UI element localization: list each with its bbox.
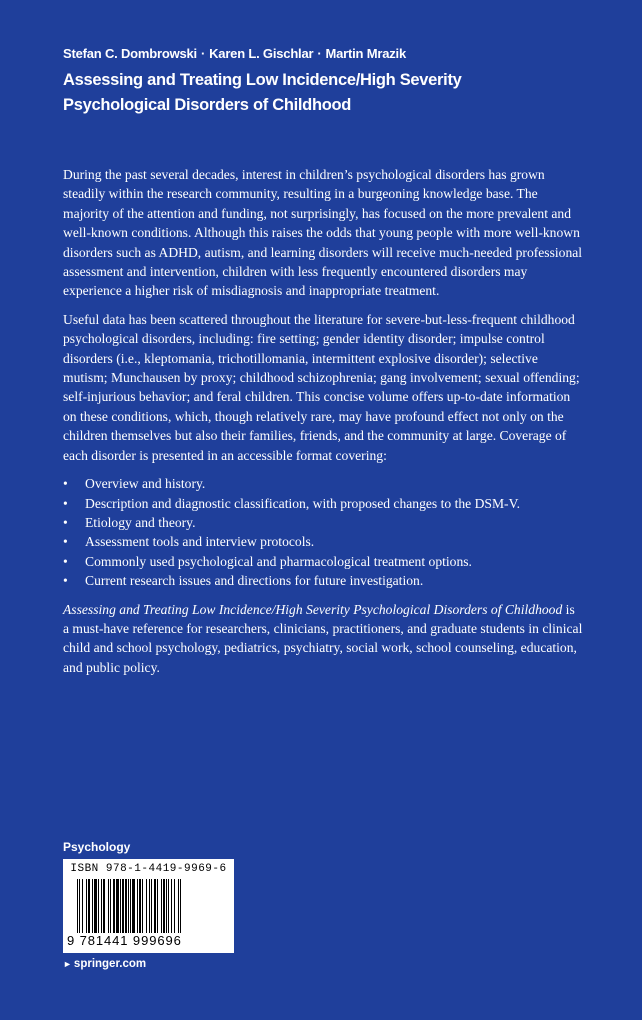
barcode-bar [151, 879, 152, 933]
barcode-bar [171, 879, 172, 933]
barcode-bar [101, 879, 102, 933]
arrow-right-icon: ► [63, 959, 72, 969]
barcode-bar [125, 879, 127, 933]
author-list [63, 46, 583, 61]
barcode-bar [86, 879, 87, 933]
list-item-text: Overview and history. [85, 476, 206, 492]
blurb-paragraph: During the past several decades, interest in children’s psychological disorders has grown steadily within the research community, resulting in a burgeoning knowledge base. The majority of the attention and funding, not surprisingly, has focused on the more prevalent and well-known conditions. Although this raises the odds that young people with more well-known disorders such as ADHD, autism, and learning disorders will receive much-needed professional assessment and intervention, children with less frequently encountered disorders may experience a higher risk of misdiagnosis and inappropriate treatment. [63, 167, 583, 299]
closing-paragraph [63, 600, 583, 678]
author-separator: · [200, 46, 206, 61]
barcode-bar [94, 879, 97, 933]
book-title-italic: Assessing and Treating Low Incidence/High Severity Psychological Disorders of Childhood [63, 601, 563, 617]
bullet-icon: • [63, 534, 68, 550]
barcode-bar [166, 879, 167, 933]
title-line: Assessing and Treating Low Incidence/High Severity [63, 71, 462, 89]
bullet-icon: • [63, 514, 68, 530]
barcode-bar [79, 879, 80, 933]
website-text: springer.com [73, 958, 147, 970]
barcode-bar [157, 879, 158, 933]
list-item [63, 552, 583, 571]
list-item [63, 532, 583, 551]
publisher-website[interactable] [63, 958, 146, 970]
barcode-bar [137, 879, 138, 933]
barcode-bar [128, 879, 129, 933]
list-item-text: Assessment tools and interview protocols. [85, 534, 315, 550]
barcode-bar [98, 879, 99, 933]
bullet-icon: • [63, 553, 68, 569]
barcode-bar [142, 879, 143, 933]
barcode-bar [168, 879, 169, 933]
list-item [63, 571, 583, 590]
barcode-bar [146, 879, 147, 933]
bullet-icon: • [63, 573, 68, 589]
barcode-bar [130, 879, 131, 933]
barcode-bar [116, 879, 119, 933]
barcode-bar [120, 879, 121, 933]
barcode-bar [139, 879, 141, 933]
barcode-bar [132, 879, 135, 933]
barcode-bar [110, 879, 111, 933]
author-name: Karen L. Gischlar [209, 46, 314, 61]
barcode-bar [108, 879, 109, 933]
title-line: Psychological Disorders of Childhood [63, 96, 352, 114]
barcode-bar [113, 879, 115, 933]
coverage-list [63, 474, 583, 590]
list-item-text: Description and diagnostic classification, with proposed changes to the DSM-V. [85, 495, 521, 511]
blurb-paragraph: Useful data has been scattered throughout the literature for severe-but-less-frequent childhood psychological disorders, including: fire setting; gender identity disorder; impulse control disorders (i.e., kleptomania, trichotillomania, intermittent explosive disorder); selective mutism; Munchausen by proxy; childhood schizophrenia; gang involvement; sexual offending; self-injurious behavior; and feral children. This concise volume offers up-to-date information on these conditions, which, though relatively rare, may have profound effect not only on the children themselves but also their families, friends, and the community at large. Coverage of each disorder is presented in an accessible format covering: [63, 311, 580, 463]
barcode-bar [122, 879, 124, 933]
bullet-icon: • [63, 476, 68, 492]
list-item-text: Current research issues and directions for future investigation. [85, 573, 424, 589]
barcode-bar [163, 879, 165, 933]
barcode-bar [88, 879, 90, 933]
barcode-bar [161, 879, 162, 933]
barcode-bar [82, 879, 83, 933]
list-item [63, 474, 583, 493]
list-item-text: Commonly used psychological and pharmacological treatment options. [85, 553, 472, 569]
barcode-bars [77, 879, 227, 933]
list-item [63, 494, 583, 513]
barcode-bar [154, 879, 156, 933]
author-name: Martin Mrazik [325, 46, 406, 61]
barcode-bar [174, 879, 175, 933]
blurb [63, 165, 583, 686]
barcode-bar [77, 879, 78, 933]
isbn-label: ISBN 978-1-4419-9969-6 [70, 863, 227, 875]
list-item-text: Etiology and theory. [85, 514, 196, 530]
barcode-bar [103, 879, 105, 933]
barcode-number: 9 781441 999696 [67, 933, 182, 948]
list-item [63, 513, 583, 532]
book-title [63, 68, 603, 118]
subject-category: Psychology [63, 840, 131, 854]
barcode-bar [178, 879, 179, 933]
closing-text: is a must-have reference for researchers, clinicians, practitioners, and graduate students in clinical child and school psychology, pediatrics, psychiatry, social work, school counseling, education, and public policy. [63, 601, 583, 675]
barcode-bar [92, 879, 93, 933]
bullet-icon: • [63, 495, 68, 511]
barcode-bar [149, 879, 150, 933]
author-separator: · [317, 46, 322, 61]
barcode [63, 859, 234, 953]
author-name: Stefan C. Dombrowski [63, 46, 197, 61]
barcode-bar [180, 879, 181, 933]
